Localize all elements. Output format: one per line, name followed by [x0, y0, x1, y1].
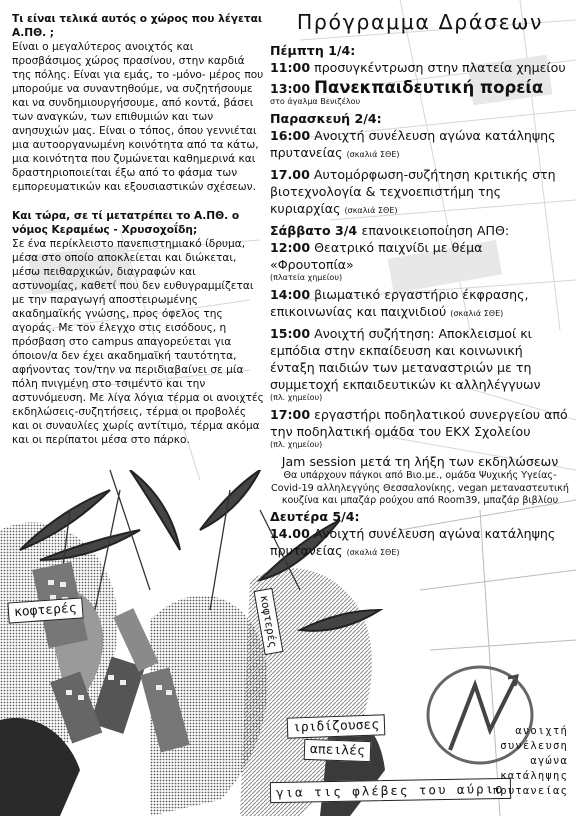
program-title: Πρόγραμμα Δράσεων — [296, 10, 544, 34]
event-sat-1: 12:00 Θεατρικό παιχνίδι με θέμα «Φρουτοπία» — [270, 240, 483, 272]
sticker-gia-tis-fleves: για τις φλέβες του αύριο — [270, 778, 511, 803]
program-column — [270, 10, 570, 561]
day-friday: Παρασκευή 2/4: — [270, 111, 382, 126]
paragraph-2: Σε ένα περίκλειστο πανεπιστημιακό ίδρυμα, μέσα στο οποίο αποκλείεται και διώκεται, μέσω πειθαρχικών, διαγραφών και αστυνομίας, καθετί που δεν ευθυγραμμίζεται με την παραγωγή αποστειρωμένης ακαδημαϊκής γνώσης, προς όφελος της αγοράς. Με τον έλεγχο στις εισόδους, η πρόσβαση στο campus απαγορεύεται για όποιον/α δεν έχει ακαδημαϊκή ταυτότητα, αφήνοντας τον/την να περιδιαβαίνει σε μία πόλη πνιγμένη στο τσιμέντο και την αστυνόμευση. Με λίγα λόγια τέρμα οι ανοιχτές εκδηλώσεις-συζητήσεις, τέρμα οι προβολές και οι συναυλίες χωρίς αντίτιμο, τέρμα ακόμα και οι περίπατοι μέσα στο πάρκο. — [12, 238, 264, 446]
question-heading-2: Και τώρα, σε τί μετατρέπει το Α.ΠΘ. ο νόμος Κεραμέως - Χρυσοχοΐδη; — [12, 210, 240, 236]
event-thu-2: 13:00 Πανεκπαιδευτική πορεία — [270, 78, 544, 97]
left-column — [12, 12, 264, 447]
question-heading-1: Τι είναι τελικά αυτός ο χώρος που λέγεται Α.ΠΘ. ; — [12, 13, 263, 39]
jam-session-heading: Jam session μετά τη λήξη των εκδηλώσεων — [281, 454, 559, 469]
event-sat-2: 14:00 βιωματικό εργαστήριο έκφρασης, επικοινωνίας και παιχνιδιού (σκαλιά ΣΘΕ) — [270, 287, 529, 319]
event-sat-3: 15:00 Ανοιχτή συζήτηση: Αποκλεισμοί κι εμπόδια στην εκπαίδευση και κοινωνική ένταξη παιδιών των μεταναστριών με τη συμμετοχή εκπαιδευτικών κι αλληλέγγυων — [270, 326, 541, 392]
paragraph-1: Είναι ο μεγαλύτερος ανοιχτός και προσβάσιμος χώρος πρασίνου, στην καρδιά της πόλης. Είναι για εμάς, το -μόνο- μέρος που μπορούμε να συναντηθούμε, να συζητήσουμε και να συνδημιουργήσουμε, από κοντά, βάσει των αναγκών, των επιθυμιών και των ανησυχιών μας. Είναι ο τόπος, όπου γεννιέται μια αυτοοργανωμένη κοινότητα από τα κάτω, μια κοινότητα που ζυμώνεται καθημερινά και δραστηριοποιείται έξω από το φάσμα των εμπορευματικών και εξουσιαστικών σχέσεων. — [12, 41, 264, 193]
day-thursday: Πέμπτη 1/4: — [270, 43, 356, 58]
event-mon-1: 14.00 Ανοιχτή συνέλευση αγώνα κατάληψης πρυτανείας (σκαλιά ΣΘΕ) — [270, 525, 556, 558]
sticker-apeiles: απειλές — [304, 739, 371, 762]
day-saturday: Σάββατο 3/4 επανοικειοποίηση ΑΠΘ: — [270, 223, 510, 238]
event-sat-4-location: (πλ. χημείου) — [270, 440, 323, 449]
day-monday: Δευτέρα 5/4: — [270, 508, 360, 524]
event-sat-3-location: (πλ. χημείου) — [270, 393, 323, 402]
event-fri-2: 17.00 Αυτομόρφωση-συζήτηση κριτικής στη βιοτεχνολογία & τεχνοεπιστήμη της κυριαρχίας (σκαλιά ΣΘΕ) — [270, 167, 556, 216]
sticker-koftere-1: κοφτερές — [7, 597, 83, 623]
event-thu-2-location: στο άγαλμα Βενιζέλου — [270, 97, 361, 106]
event-fri-1: 16:00 Ανοιχτή συνέλευση αγώνα κατάληψης πρυτανείας (σκαλιά ΣΘΕ) — [270, 128, 556, 160]
event-thu-1: 11:00 προσυγκέντρωση στην πλατεία χημείου — [270, 60, 566, 75]
jam-session-note: Θα υπάρχουν πάγκοι από Βιο.με., ομάδα Ψυχικής Υγείας-Covid-19 αλληλεγγύης Θεσσαλονίκης, vegan μεταναστευτική κουζίνα και μπαζάρ ρούχου από Room39, μπαζάρ βιβλίου — [271, 470, 569, 506]
assembly-signature: ανοιχτή συνέλευση αγώνα κατάληψης πρυτανείας — [492, 725, 568, 797]
sticker-iridizouses: ιριδίζουσες — [287, 714, 386, 738]
sticker-koftere-2: κοφτερές — [253, 588, 283, 655]
event-sat-4: 17:00 εργαστήρι ποδηλατικού συνεργείου από την ποδηλατική ομάδα του ΕΚΧ Σχολείου — [270, 407, 568, 439]
event-sat-1-location: (πλατεία χημείου) — [270, 273, 343, 282]
